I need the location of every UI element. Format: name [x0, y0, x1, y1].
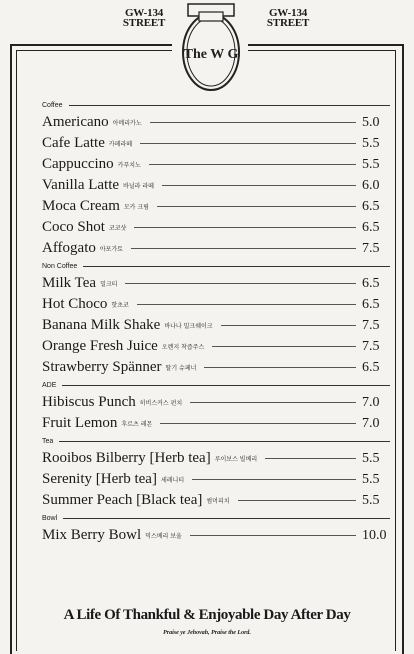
item-korean-name: 루이보스 빌베리 [214, 456, 258, 463]
item-korean-name: 세레니티 [160, 477, 185, 484]
item-korean-name: 코코샷 [108, 225, 127, 232]
section-title: Non Coffee [42, 262, 78, 270]
item-name: Rooibos Bilberry [Herb tea] [42, 450, 211, 466]
item-price: 7.0 [362, 394, 380, 410]
section-title: Coffee [42, 101, 63, 109]
leader-line [150, 122, 356, 123]
menu-item [42, 112, 392, 133]
item-name: Cafe Latte [42, 135, 105, 151]
menu-section [42, 98, 392, 259]
item-name: Hibiscus Punch [42, 394, 136, 410]
item-name: Moca Cream [42, 198, 120, 214]
item-price: 5.5 [362, 471, 380, 487]
section-divider [59, 441, 390, 442]
leader-line [140, 143, 356, 144]
section-title: Tea [42, 437, 54, 445]
item-korean-name: 바나나 밀크쉐이크 [164, 323, 213, 330]
brand-right: GW-134 STREET [266, 7, 310, 29]
leader-line [238, 500, 356, 501]
item-name: Hot Choco [42, 296, 108, 312]
menu-item [42, 154, 392, 175]
item-name: Americano [42, 114, 109, 130]
leader-line [190, 402, 356, 403]
section-header [42, 511, 392, 525]
item-korean-name: 믹스베리 보울 [145, 533, 182, 540]
leader-line [157, 206, 356, 207]
section-header [42, 434, 392, 448]
item-korean-name: 아메리카노 [112, 120, 142, 127]
emblem-text: The W G [183, 47, 239, 62]
item-price: 6.5 [362, 275, 380, 291]
item-name: Orange Fresh Juice [42, 338, 158, 354]
leader-line [160, 423, 356, 424]
item-korean-name: 카푸치노 [117, 162, 141, 169]
leader-line [162, 185, 356, 186]
item-korean-name: 핫초코 [111, 302, 129, 309]
menu-item [42, 336, 392, 357]
menu-item [42, 315, 392, 336]
item-price: 7.0 [362, 415, 380, 431]
menu-item [42, 175, 392, 196]
section-header [42, 98, 392, 112]
item-price: 6.5 [362, 219, 380, 235]
item-name: Milk Tea [42, 275, 97, 291]
item-korean-name: 모카 크림 [123, 204, 149, 211]
item-name: Banana Milk Shake [42, 317, 161, 333]
item-name: Summer Peach [Black tea] [42, 492, 203, 508]
section-divider [69, 105, 391, 106]
item-price: 6.5 [362, 359, 380, 375]
item-korean-name: 딸기 슈페너 [165, 365, 197, 372]
section-header [42, 378, 392, 392]
menu-item [42, 413, 392, 434]
section-title: ADE [42, 381, 57, 389]
menu-item [42, 392, 392, 413]
menu-item [42, 133, 392, 154]
item-price: 7.5 [362, 317, 380, 333]
item-korean-name: 히비스커스 펀치 [139, 400, 183, 407]
leader-line [265, 458, 356, 459]
item-korean-name: 후르츠 레몬 [121, 421, 153, 428]
item-name: Mix Berry Bowl [42, 527, 142, 543]
menu-item [42, 469, 392, 490]
menu-section [42, 434, 392, 511]
section-header [42, 259, 392, 273]
leader-line [190, 535, 356, 536]
item-name: Coco Shot [42, 219, 105, 235]
leader-line [134, 227, 356, 228]
menu-section [42, 511, 392, 546]
menu-item [42, 294, 392, 315]
section-divider [63, 518, 390, 519]
section-title: Bowl [42, 514, 58, 522]
menu-section [42, 378, 392, 434]
section-divider [62, 385, 390, 386]
leader-line [149, 164, 356, 165]
item-price: 5.5 [362, 450, 380, 466]
emblem-logo [178, 0, 244, 96]
leader-line [137, 304, 356, 305]
item-korean-name: 카페라떼 [108, 141, 133, 148]
menu-item [42, 273, 392, 294]
leader-line [125, 283, 356, 284]
item-price: 5.5 [362, 492, 380, 508]
menu-item [42, 490, 392, 511]
menu-item [42, 196, 392, 217]
item-korean-name: 아포가토 [99, 246, 124, 253]
item-korean-name: 바닐라 라떼 [123, 183, 154, 190]
leader-line [204, 367, 356, 368]
item-price: 6.5 [362, 198, 380, 214]
menu-item [42, 217, 392, 238]
menu-item [42, 238, 392, 259]
item-name: Strawberry Spänner [42, 359, 162, 375]
item-price: 10.0 [362, 527, 387, 543]
item-name: Serenity [Herb tea] [42, 471, 157, 487]
menu-list [42, 98, 392, 546]
item-name: Vanilla Latte [42, 177, 120, 193]
item-korean-name: 오렌지 착즙주스 [161, 344, 205, 351]
sub-slogan: Praise ye Jehovah, Praise the Lord. [163, 630, 251, 636]
section-divider [83, 266, 390, 267]
item-price: 7.5 [362, 240, 380, 256]
item-korean-name: 밀크티 [100, 281, 118, 288]
brand-left: GW-134 STREET [122, 7, 166, 29]
item-name: Cappuccino [42, 156, 114, 172]
item-korean-name: 썸머피치 [206, 498, 230, 505]
item-name: Affogato [42, 240, 96, 256]
item-price: 7.5 [362, 338, 380, 354]
item-name: Fruit Lemon [42, 415, 118, 431]
item-price: 6.0 [362, 177, 380, 193]
leader-line [212, 346, 356, 347]
leader-line [192, 479, 356, 480]
slogan: A Life Of Thankful & Enjoyable Day After Day [63, 607, 351, 623]
leader-line [221, 325, 356, 326]
menu-item [42, 525, 392, 546]
menu-section [42, 259, 392, 378]
menu-item [42, 448, 392, 469]
item-price: 6.5 [362, 296, 380, 312]
item-price: 5.0 [362, 114, 380, 130]
item-price: 5.5 [362, 156, 380, 172]
leader-line [131, 248, 356, 249]
item-price: 5.5 [362, 135, 380, 151]
menu-item [42, 357, 392, 378]
